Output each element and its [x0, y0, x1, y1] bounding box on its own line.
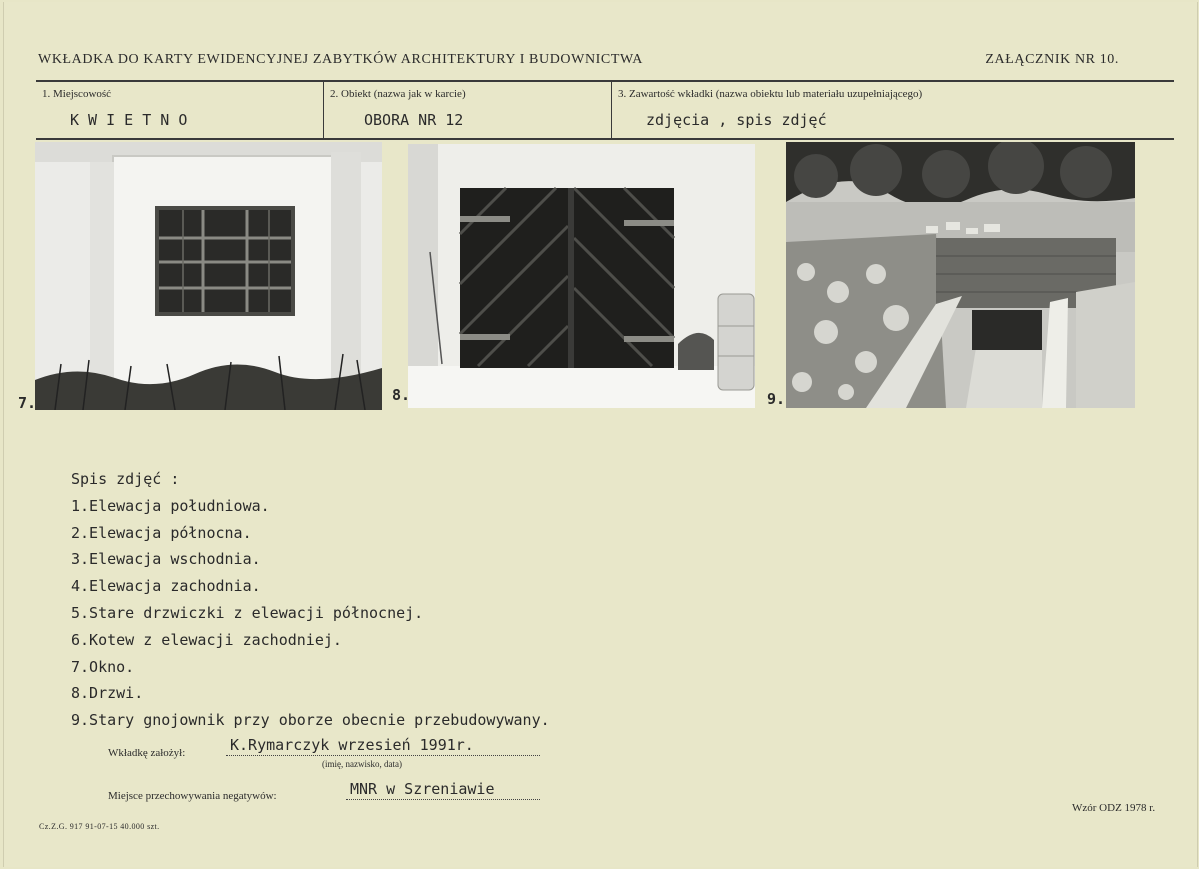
form-model: Wzór ODZ 1978 r.	[1072, 802, 1156, 814]
list-item: 1.Elewacja południowa.	[71, 496, 270, 515]
photo-list-title: Spis zdjęć :	[71, 470, 180, 488]
photo-barn-door	[408, 144, 755, 408]
author-label: Wkładkę założył:	[108, 747, 186, 759]
photo-list	[71, 466, 550, 734]
contents-label: 3. Zawartość wkładki (nazwa obiektu lub materiału uzupełniającego)	[618, 88, 923, 100]
photo-number-7: 7.	[18, 394, 37, 412]
contents-value: zdjęcia , spis zdjęć	[646, 111, 827, 129]
object-label: 2. Obiekt (nazwa jak w karcie)	[330, 88, 466, 100]
list-item: 8.Drzwi.	[71, 684, 144, 703]
location-label: 1. Miejscowość	[42, 88, 112, 100]
list-item: 2.Elewacja północna.	[71, 523, 252, 542]
list-item: 6.Kotew z elewacji zachodniej.	[71, 630, 342, 649]
photo-number-8: 8.	[392, 386, 411, 404]
photo-window	[35, 142, 382, 410]
list-item: 4.Elewacja zachodnia.	[71, 577, 261, 596]
field-divider-2	[611, 82, 612, 138]
annex-number: ZAŁĄCZNIK NR 10.	[985, 52, 1119, 67]
storage-label: Miejsce przechowywania negatywów:	[108, 790, 277, 802]
record-sheet	[3, 2, 1198, 867]
form-title: WKŁADKA DO KARTY EWIDENCYJNEJ ZABYTKÓW ARCHITEKTURY I BUDOWNICTWA	[38, 52, 643, 67]
author-value: K.Rymarczyk wrzesień 1991r.	[226, 736, 540, 756]
photo-number-9: 9.	[767, 390, 786, 408]
bottom-rule	[36, 138, 1174, 140]
list-item: 9.Stary gnojownik przy oborze obecnie przebudowywany.	[71, 711, 550, 730]
top-rule	[36, 80, 1174, 82]
print-info: Cz.Z.G. 917 91-07-15 40.000 szt.	[39, 822, 160, 831]
list-item: 7.Okno.	[71, 657, 135, 676]
list-item: 3.Elewacja wschodnia.	[71, 550, 261, 569]
author-caption: (imię, nazwisko, data)	[322, 759, 402, 769]
list-item: 5.Stare drzwiczki z elewacji północnej.	[71, 603, 424, 622]
photo-manure-pit	[786, 142, 1135, 408]
location-value: K W I E T N O	[70, 111, 188, 129]
object-value: OBORA NR 12	[364, 111, 464, 129]
storage-value: MNR w Szreniawie	[346, 780, 540, 800]
field-divider-1	[323, 82, 324, 138]
